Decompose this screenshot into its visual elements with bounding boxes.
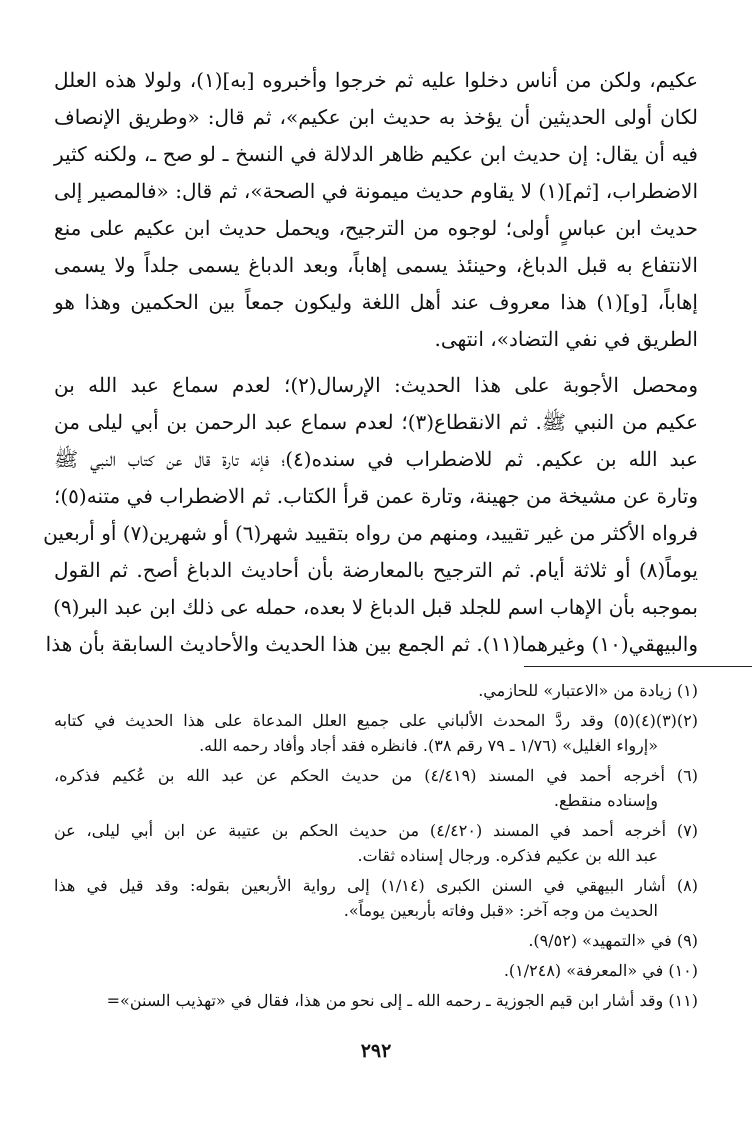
text-line: يوماً(٨) أو ثلاثة أيام. ثم الترجيح بالمعارضة بأن أحاديث الدباغ أصح. ثم القول (54, 558, 698, 582)
text-line: بموجبه بأن الإهاب اسم للجلد قبل الدباغ لا بعده، حمله عى ذلك ابن عبد البر(٩) (53, 595, 698, 619)
footnote-line: (٦) أخرجه أحمد في المسند (٤/٤١٩) من حديث الحكم عن عبد الله بن عُكيم فذكره، (54, 766, 698, 785)
text-line: الانتفاع به قبل الدباغ، وحينئذ يسمى إهاباً، وبعد الدباغ يسمى جلداً ولا يسمى (54, 253, 698, 277)
footnote (54, 708, 698, 758)
text-line: الاضطراب، [ثم](١) لا يقاوم حديث ميمونة في الصحة»، ثم قال: «فالمصير إلى (54, 179, 699, 203)
footnote (54, 873, 698, 923)
footnote-line: وإسناده منقطع. (553, 791, 658, 810)
footnote-line: (١) زيادة من «الاعتبار» للحازمي. (478, 681, 698, 700)
text-line: حديث ابن عباسٍ أولى؛ لوجوه من الترجيح، ويحمل حديث ابن عكيم على منع (54, 216, 698, 240)
page-number: ٢٩٢ (360, 1040, 392, 1062)
footnote-line: الحديث من وجه آخر: «قبل وفاته بأربعين يوماً». (343, 901, 658, 920)
footnote (54, 678, 698, 703)
text-line: عبد الله بن عكيم. ثم للاضطراب في سنده(٤)؛ فإنه تارة قال عن كتاب النبي ﷺ (54, 447, 698, 471)
footnote (54, 818, 698, 868)
footnote-line: «إرواء الغليل» (١/٧٦ ـ ٧٩ رقم ٣٨). فانظره فقد أجاد وأفاد رحمه الله. (199, 736, 658, 755)
text-line: والبيهقي(١٠) وغيرهما(١١). ثم الجمع بين هذا الحديث والأحاديث السابقة بأن هذا (45, 632, 698, 656)
footnote-line: (٩) في «التمهيد» (٩/٥٢). (528, 931, 698, 950)
footnote-line: (٢)(٣)(٤)(٥) وقد ردَّ المحدث الألباني على جميع العلل المدعاة على هذا الحديث في كتابه (54, 711, 698, 730)
footnote (54, 928, 698, 953)
text-line: إهاباً، [و](١) هذا معروف عند أهل اللغة وليكون جمعاً بين الحكمين وهذا هو (54, 290, 698, 314)
text-line: الطريق في نفي التضاد»، انتهى. (434, 327, 698, 351)
text-line: فرواه الأكثر من غير تقييد، ومنهم من رواه بتقييد شهر(٦) أو شهرين(٧) أو أربعين (43, 521, 698, 545)
footnote-line: (١١) وقد أشار ابن قيم الجوزية ـ رحمه الله ـ إلى نحو من هذا، فقال في «تهذيب السنن»= (106, 991, 698, 1010)
text-line: وتارة عن مشيخة من جهينة، وتارة عمن قرأ الكتاب. ثم الاضطراب في متنه(٥)؛ (54, 484, 698, 508)
footnotes (54, 678, 698, 1018)
footnote-line: (٨) أشار البيهقي في السنن الكبرى (١/١٤) إلى رواية الأربعين بقوله: وقد قيل في هذا (54, 876, 699, 895)
footnote-line: عبد الله بن عكيم فذكره. ورجال إسناده ثقات. (357, 846, 658, 865)
footnote (54, 958, 698, 983)
footnote-line: (١٠) في «المعرفة» (١/٢٤٨). (503, 961, 698, 980)
footnote (54, 763, 698, 813)
footnote (54, 988, 698, 1013)
footnote-line: (٧) أخرجه أحمد في المسند (٤/٤٢٠) من حديث الحكم بن عتيبة عن ابن أبي ليلى، عن (54, 821, 698, 840)
text-line: عكيم، ولكن من أناس دخلوا عليه ثم خرجوا وأخبروه [به](١)، ولولا هذه العلل (54, 68, 698, 92)
text-line: ومحصل الأجوبة على هذا الحديث: الإرسال(٢)؛ لعدم سماع عبد الله بن (54, 373, 698, 397)
text-line: فيه أن يقال: إن حديث ابن عكيم ظاهر الدلالة في النسخ ـ لو صح ـ، ولكنه كثير (54, 142, 698, 166)
text-line: لكان أولى الحديثين أن يؤخذ به حديث ابن عكيم»، ثم قال: «وطريق الإنصاف (54, 105, 698, 129)
text-line: عكيم من النبي ﷺ. ثم الانقطاع(٣)؛ لعدم سماع عبد الرحمن بن أبي ليلى من (54, 410, 699, 434)
main-text (43, 62, 699, 663)
